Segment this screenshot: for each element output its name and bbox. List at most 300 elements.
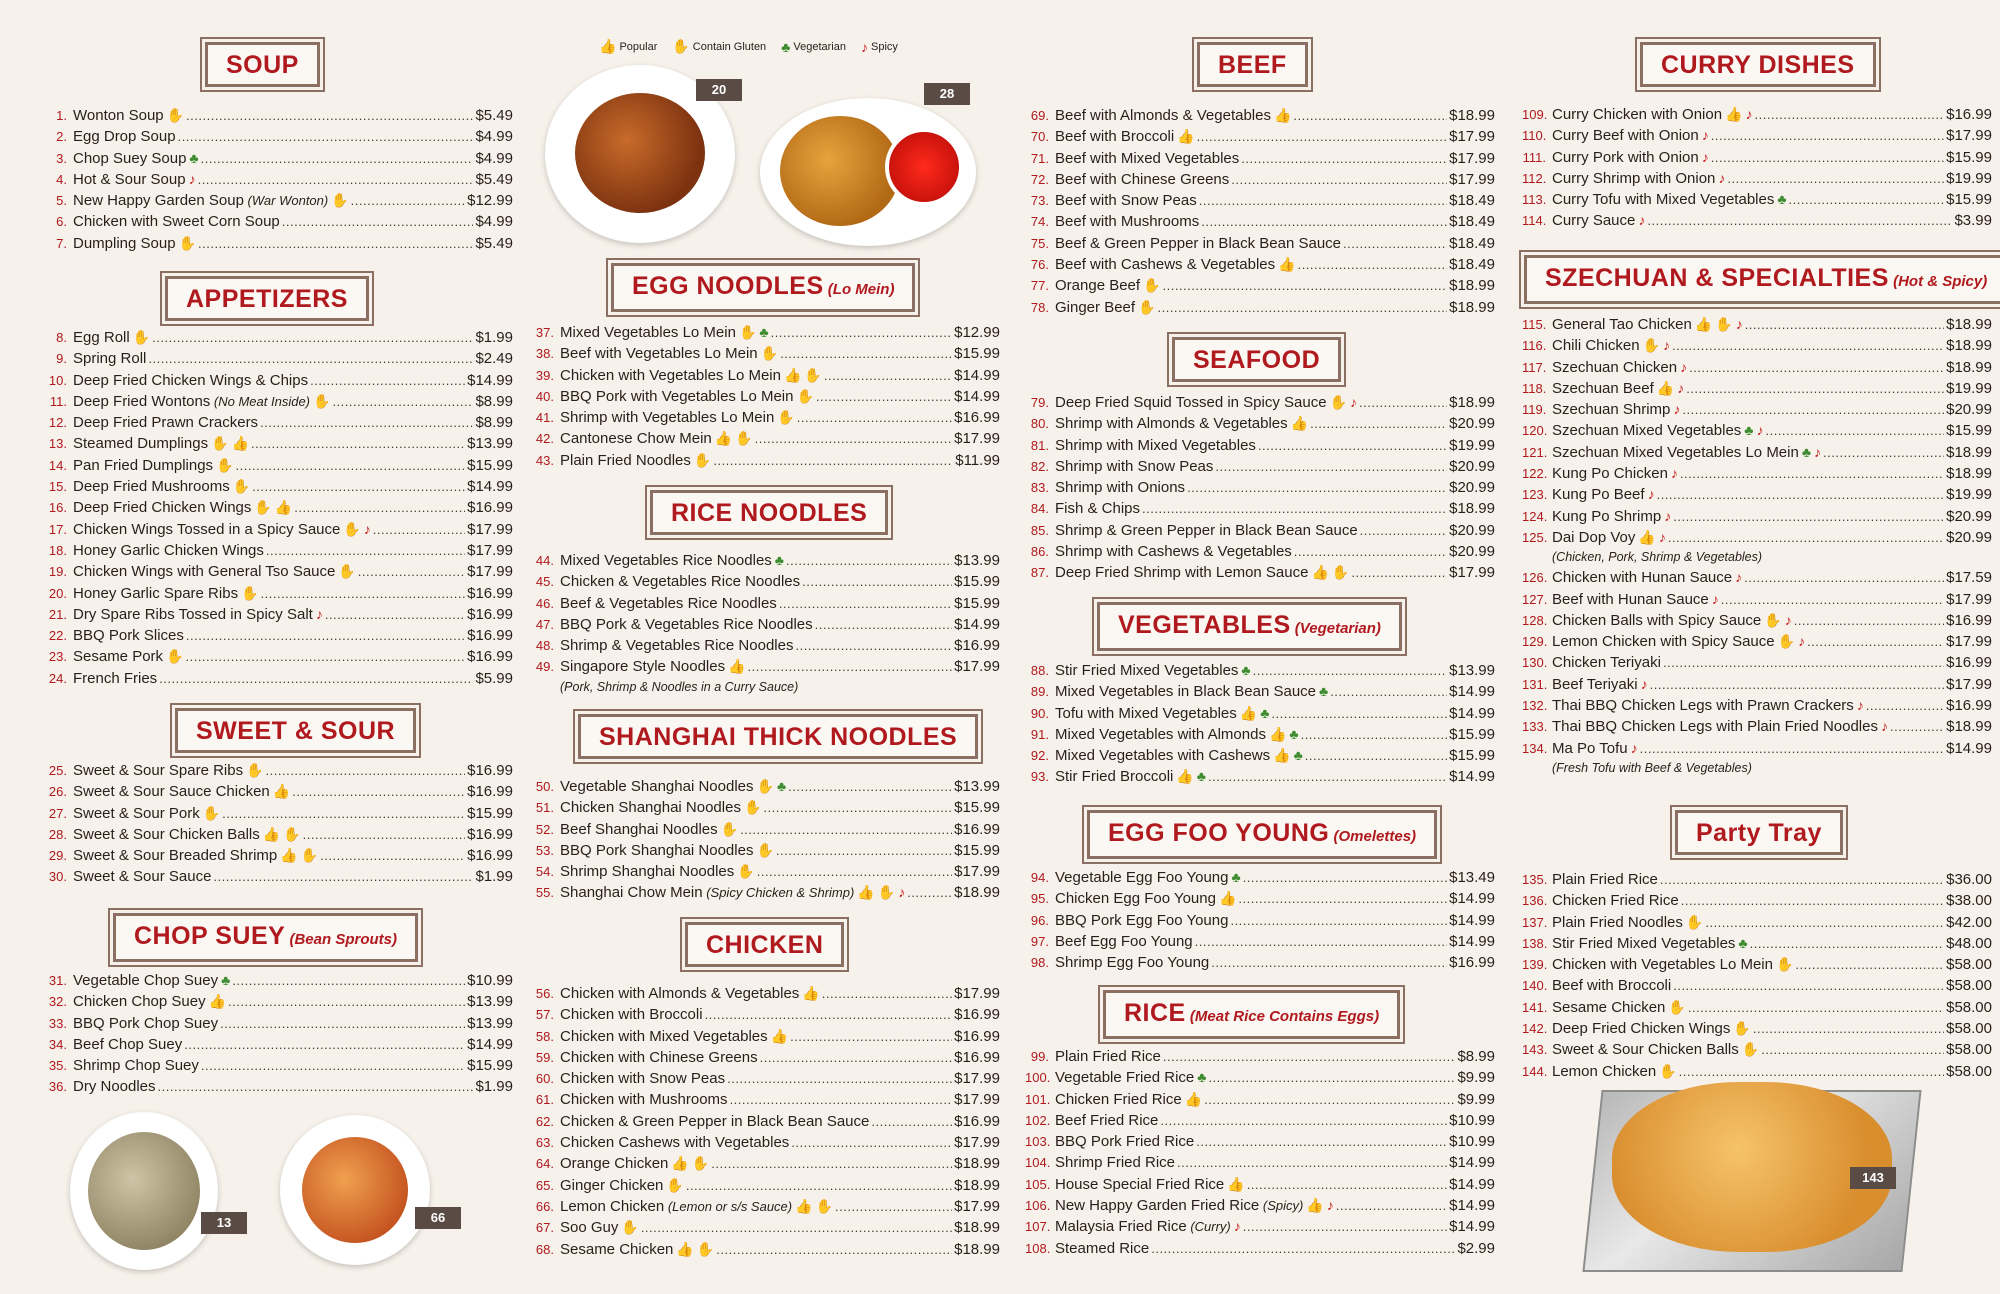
menu-item: [1522, 442, 1992, 463]
item-name: BBQ Pork Chop Suey: [73, 1014, 219, 1032]
item-number: 129.: [1522, 634, 1548, 650]
section-items-rice: [1025, 1046, 1495, 1259]
item-number: 40.: [535, 388, 554, 404]
menu-item: [1025, 297, 1495, 318]
menu-item: [1522, 954, 1992, 975]
section-title-vegetables: [1097, 602, 1402, 651]
item-price: $17.99: [467, 563, 513, 581]
dot-leader: [1765, 420, 1944, 441]
item-name: Pan Fried Dumplings ✋: [73, 455, 234, 476]
item-name: Sweet & Sour Pork ✋: [73, 803, 220, 824]
dot-leader: [1657, 484, 1945, 505]
item-number: 78.: [1030, 299, 1049, 315]
menu-item: [43, 105, 513, 126]
item-number: 110.: [1522, 128, 1547, 144]
item-number: 103.: [1025, 1134, 1051, 1150]
menu-item: [530, 840, 1000, 861]
item-number: 65.: [535, 1177, 554, 1193]
item-number: 64.: [535, 1156, 554, 1172]
item-name: Lemon Chicken ✋: [1552, 1061, 1677, 1082]
spicy-icon: ♪: [898, 884, 906, 901]
item-price: $9.99: [1457, 1090, 1495, 1108]
dot-leader: [641, 1217, 952, 1238]
item-name: Mixed Vegetables Lo Mein ✋ ♣: [560, 322, 769, 343]
gluten-icon: ✋: [1715, 316, 1733, 332]
dot-leader: [252, 476, 465, 497]
item-name: Beef Teriyaki ♪: [1552, 674, 1648, 695]
item-price: $17.99: [1449, 128, 1495, 146]
menu-item: [1522, 210, 1992, 231]
item-number: 109.: [1522, 107, 1548, 122]
dot-leader: [1682, 399, 1944, 420]
gluten-icon: ✋: [1331, 564, 1350, 581]
popular-icon: 👍: [714, 430, 733, 447]
menu-item: [43, 845, 513, 866]
item-price: $19.99: [1946, 379, 1992, 397]
item-price: $15.99: [467, 804, 513, 822]
menu-item: [530, 656, 1000, 677]
spicy-icon: ♪: [1349, 394, 1357, 410]
dot-leader: [1673, 975, 1944, 996]
dot-leader: [1807, 631, 1944, 652]
item-price: $18.99: [1449, 277, 1495, 295]
item-number: 42.: [535, 431, 554, 447]
item-name: Wonton Soup ✋: [73, 105, 184, 126]
dot-leader: [158, 1076, 474, 1097]
item-name: Chicken Balls with Spicy Sauce ✋ ♪: [1552, 610, 1792, 631]
item-number: 70.: [1030, 129, 1049, 145]
item-name: Beef & Vegetables Rice Noodles: [560, 594, 777, 612]
menu-item: [1025, 681, 1495, 702]
dot-leader: [1795, 954, 1944, 975]
menu-item: [1522, 997, 1992, 1018]
menu-item: [1522, 1061, 1992, 1082]
item-price: $18.99: [954, 1155, 1000, 1173]
menu-item: [1522, 869, 1992, 890]
item-number: 4.: [56, 171, 67, 187]
item-name: Orange Beef ✋: [1055, 275, 1161, 296]
item-number: 39.: [535, 367, 554, 383]
spicy-icon: ♪: [860, 38, 868, 55]
item-name: Vegetable Chop Suey ♣: [73, 970, 230, 991]
gluten-icon: ✋: [756, 841, 774, 858]
dot-leader: [907, 882, 952, 903]
item-name: Sweet & Sour Sauce: [73, 868, 212, 886]
dot-leader: [332, 391, 473, 412]
dot-leader: [1789, 189, 1945, 210]
dot-leader: [373, 519, 465, 540]
menu-item: [530, 1047, 1000, 1068]
item-name: Beef Fried Rice: [1055, 1111, 1159, 1129]
menu-item: [1025, 498, 1495, 519]
dot-leader: [760, 1047, 953, 1068]
dot-leader: [1208, 1067, 1455, 1088]
section-title-sweet-sour: [175, 708, 416, 753]
item-price: $5.99: [475, 669, 513, 687]
section-footnote: (Pork, Shrimp & Noodles in a Curry Sauce): [560, 679, 799, 694]
spicy-icon: ♪: [315, 605, 323, 622]
item-name: Ginger Chicken ✋: [560, 1175, 684, 1196]
item-number: 9.: [56, 351, 67, 367]
item-name: French Fries: [73, 669, 158, 687]
item-number: 22.: [48, 628, 67, 644]
item-price: $3.99: [1954, 212, 1992, 230]
item-number: 54.: [535, 864, 554, 880]
item-number: 17.: [48, 521, 67, 537]
item-name: Kung Po Shrimp ♪: [1552, 506, 1671, 527]
menu-item: [1522, 527, 1992, 548]
item-price: $16.99: [954, 1006, 1000, 1024]
item-number: 131.: [1522, 676, 1548, 692]
menu-item: [1025, 435, 1495, 456]
item-name: Deep Fried Wontons (No Meat Inside) ✋: [73, 391, 330, 412]
item-name: Shrimp with Almonds & Vegetables 👍: [1055, 413, 1308, 434]
dot-leader: [1680, 463, 1944, 484]
menu-item: [530, 407, 1000, 428]
gluten-icon: ✋: [246, 762, 264, 778]
item-price: $16.99: [1449, 954, 1495, 972]
item-name: Beef Chop Suey: [73, 1035, 183, 1053]
item-price: $18.99: [954, 1219, 1000, 1237]
item-price: $13.49: [1449, 869, 1495, 886]
item-price: $14.99: [1449, 1175, 1495, 1193]
item-name: Chicken with Mixed Vegetables 👍: [560, 1026, 788, 1047]
dot-leader: [716, 1239, 952, 1260]
item-name: Deep Fried Squid Tossed in Spicy Sauce ✋ ♪: [1055, 392, 1357, 413]
dot-leader: [1890, 716, 1944, 737]
dot-leader: [1360, 520, 1447, 541]
item-name: Cantonese Chow Mein 👍 ✋: [560, 428, 753, 449]
dot-leader: [184, 1034, 465, 1055]
gluten-icon: ✋: [338, 563, 356, 580]
item-number: 80.: [1030, 416, 1049, 432]
gluten-icon: ✋: [132, 329, 151, 345]
vegetarian-icon: ♣: [774, 552, 784, 568]
menu-item: [43, 233, 513, 254]
item-number: 20.: [48, 585, 67, 601]
item-price: $17.99: [954, 430, 1000, 448]
gluten-icon: ✋: [877, 884, 896, 901]
section-title-szechuan: [1524, 255, 2000, 304]
item-name: Chicken with Mushrooms: [560, 1091, 728, 1109]
menu-item: [1522, 125, 1992, 146]
item-price: $20.99: [1449, 543, 1495, 561]
dot-leader: [1753, 1018, 1944, 1039]
popular-icon: 👍: [262, 825, 281, 842]
dot-leader: [791, 1132, 952, 1153]
item-number: 43.: [535, 452, 554, 468]
item-number: 130.: [1522, 655, 1548, 671]
item-number: 76.: [1030, 257, 1049, 273]
item-price: $14.99: [954, 615, 1000, 633]
menu-item: [43, 760, 513, 781]
item-name: Chicken with Hunan Sauce ♪: [1552, 567, 1742, 588]
section-items-vegetables: [1025, 660, 1495, 788]
item-name: Curry Sauce ♪: [1552, 210, 1645, 231]
legend-popular: 👍 Popular: [599, 38, 658, 54]
item-price: $16.99: [954, 409, 1000, 427]
item-name: Beef & Green Pepper in Black Bean Sauce: [1055, 234, 1342, 252]
item-price: $17.99: [954, 1091, 1000, 1109]
menu-item: [530, 1175, 1000, 1196]
item-name: House Special Fried Rice 👍: [1055, 1174, 1245, 1195]
dish-photo-66: [280, 1115, 430, 1265]
section-subtitle: (Bean Sprouts): [285, 931, 397, 948]
section-title-text: RICE: [1124, 999, 1186, 1027]
item-number: 79.: [1030, 395, 1049, 410]
item-name: Sweet & Sour Spare Ribs ✋: [73, 760, 264, 781]
item-number: 123.: [1522, 487, 1548, 503]
item-name: Chicken Teriyaki: [1552, 654, 1661, 672]
item-price: $16.99: [467, 499, 513, 517]
item-name: Chicken Fried Rice 👍: [1055, 1089, 1202, 1110]
item-price: $16.99: [954, 637, 1000, 655]
item-price: $1.99: [475, 1078, 513, 1096]
gluten-icon: ✋: [1733, 1020, 1751, 1037]
section-items-egg-noodles: [530, 322, 1000, 471]
gluten-icon: ✋: [691, 1155, 710, 1172]
gluten-icon: ✋: [1764, 611, 1782, 628]
dot-leader: [730, 1089, 953, 1110]
item-name: Dry Noodles: [73, 1078, 156, 1096]
item-number: 28.: [48, 826, 67, 842]
menu-item: [1522, 335, 1992, 356]
dot-leader: [1744, 567, 1944, 588]
gluten-icon: ✋: [1775, 956, 1794, 973]
gluten-icon: ✋: [735, 430, 753, 447]
dot-leader: [201, 1055, 465, 1076]
menu-item: [1522, 399, 1992, 420]
popular-icon: 👍: [770, 1027, 789, 1044]
dot-leader: [1258, 435, 1447, 456]
gluten-icon: ✋: [1143, 277, 1161, 294]
menu-item: [530, 1196, 1000, 1217]
item-name: Shrimp with Onions: [1055, 479, 1186, 497]
menu-item: [1522, 1039, 1992, 1060]
section-items-soup: [43, 105, 513, 254]
item-price: $13.99: [467, 993, 513, 1011]
dot-leader: [1330, 681, 1447, 702]
item-name: Shanghai Chow Mein (Spicy Chicken & Shrimp) 👍 ✋ ♪: [560, 882, 905, 903]
dot-leader: [1208, 766, 1447, 787]
dot-leader: [1721, 589, 1944, 610]
item-price: $14.99: [1449, 683, 1495, 701]
item-name: Egg Drop Soup: [73, 128, 176, 146]
dot-leader: [1681, 890, 1944, 911]
section-items-appetizers: [43, 327, 513, 689]
item-number: 134.: [1522, 740, 1548, 756]
item-number: 89.: [1030, 684, 1049, 700]
gluten-icon: ✋: [1659, 1062, 1677, 1079]
dot-leader: [1705, 912, 1944, 933]
item-number: 124.: [1522, 508, 1548, 524]
section-title-egg-foo-young: [1087, 810, 1437, 859]
item-number: 128.: [1522, 612, 1548, 628]
gluten-icon: ✋: [815, 1197, 833, 1214]
item-number: 19.: [48, 564, 67, 580]
dot-leader: [178, 126, 474, 147]
gluten-icon: ✋: [1741, 1041, 1760, 1058]
item-name: Beef with Mixed Vegetables: [1055, 149, 1240, 167]
item-name: Egg Roll ✋: [73, 327, 150, 348]
popular-icon: 👍: [599, 38, 617, 54]
item-name: Chicken with Chinese Greens: [560, 1048, 758, 1066]
item-number: 139.: [1522, 957, 1548, 973]
section-title-text: Party Tray: [1696, 819, 1822, 847]
item-price: $58.00: [1946, 1062, 1992, 1080]
menu-item: [530, 776, 1000, 797]
item-price: $36.00: [1946, 871, 1992, 888]
item-name: Plain Fried Rice: [1055, 1048, 1161, 1065]
item-price: $18.49: [1449, 234, 1495, 252]
menu-item: [43, 625, 513, 646]
item-number: 90.: [1030, 705, 1049, 721]
dot-leader: [835, 1196, 952, 1217]
spicy-icon: ♪: [1711, 590, 1719, 607]
gluten-icon: ✋: [211, 435, 229, 452]
section-title-text: SZECHUAN & SPECIALTIES: [1545, 264, 1889, 292]
menu-item: [1025, 867, 1495, 888]
item-price: $17.99: [954, 985, 1000, 1002]
menu-item: [43, 370, 513, 391]
item-number: 133.: [1522, 719, 1548, 735]
dot-leader: [711, 1153, 952, 1174]
item-price: $15.99: [1449, 747, 1495, 765]
dot-leader: [1647, 210, 1952, 231]
item-price: $58.00: [1946, 998, 1992, 1016]
section-items-beef: [1025, 105, 1495, 318]
item-note: (Lemon or s/s Sauce): [664, 1198, 793, 1214]
spicy-icon: ♪: [1735, 569, 1743, 586]
item-name: Sesame Chicken ✋: [1552, 997, 1686, 1018]
item-name: Chicken with Broccoli: [560, 1006, 703, 1024]
section-title-text: CHOP SUEY: [134, 922, 286, 950]
item-price: $18.49: [1449, 213, 1495, 231]
section-subtitle: (Lo Mein): [823, 281, 895, 298]
dot-leader: [303, 824, 465, 845]
vegetarian-icon: ♣: [759, 324, 769, 340]
dot-leader: [1293, 105, 1447, 126]
item-name: Chicken with Vegetables Lo Mein 👍 ✋: [560, 365, 822, 386]
dot-leader: [1689, 357, 1944, 378]
menu-item: [530, 819, 1000, 840]
dot-leader: [797, 407, 952, 428]
item-price: $15.99: [1449, 725, 1495, 743]
popular-icon: 👍: [208, 993, 227, 1010]
item-number: 57.: [535, 1007, 554, 1023]
item-price: $20.99: [1449, 479, 1495, 497]
vegetarian-icon: ♣: [1231, 869, 1241, 885]
item-number: 44.: [535, 553, 554, 568]
dot-leader: [186, 105, 473, 126]
section-title-text: VEGETABLES: [1118, 611, 1291, 639]
spicy-icon: ♪: [1856, 697, 1864, 714]
gluten-icon: ✋: [1329, 394, 1347, 410]
item-number: 137.: [1522, 914, 1548, 930]
item-number: 66.: [535, 1198, 554, 1214]
item-price: $15.99: [954, 799, 1000, 817]
item-number: 95.: [1030, 891, 1049, 907]
gluten-icon: ✋: [696, 1240, 715, 1257]
dot-leader: [185, 646, 465, 667]
item-number: 45.: [535, 574, 554, 590]
menu-item: [1025, 931, 1495, 952]
section-subtitle: (Hot & Spicy): [1888, 273, 1988, 290]
popular-icon: 👍: [231, 435, 249, 452]
item-price: $14.99: [467, 478, 513, 496]
dot-leader: [686, 1175, 952, 1196]
dot-leader: [740, 819, 952, 840]
menu-item: [43, 866, 513, 887]
item-name: Plain Fried Noodles ✋: [560, 450, 711, 471]
item-note: (Curry): [1186, 1219, 1231, 1235]
item-price: $8.99: [1457, 1048, 1495, 1065]
item-name: Sweet & Sour Sauce Chicken 👍: [73, 781, 290, 802]
item-price: $14.99: [467, 1035, 513, 1053]
item-name: Singapore Style Noodles 👍: [560, 656, 746, 677]
spicy-icon: ♪: [1638, 212, 1646, 229]
item-number: 115.: [1522, 317, 1547, 332]
menu-item: [43, 1055, 513, 1076]
spicy-icon: ♪: [1701, 127, 1709, 144]
item-name: Lemon Chicken with Spicy Sauce ✋ ♪: [1552, 631, 1805, 652]
item-name: Shrimp with Cashews & Vegetables: [1055, 543, 1292, 561]
item-number: 143.: [1522, 1042, 1548, 1058]
dot-leader: [1301, 724, 1448, 745]
item-name: Mixed Vegetables Rice Noodles ♣: [560, 550, 784, 571]
item-price: $16.99: [467, 847, 513, 865]
dot-leader: [1195, 931, 1447, 952]
item-price: $17.99: [467, 520, 513, 538]
vegetarian-icon: ♣: [1241, 662, 1251, 678]
item-name: Szechuan Beef 👍 ♪: [1552, 378, 1684, 399]
dot-leader: [1177, 1152, 1447, 1173]
dot-leader: [1336, 1195, 1447, 1216]
item-price: $16.99: [467, 648, 513, 666]
popular-icon: 👍: [1227, 1175, 1245, 1192]
item-number: 41.: [535, 410, 554, 426]
gluten-icon: ✋: [300, 847, 319, 864]
item-price: $58.00: [1946, 1041, 1992, 1059]
item-price: $18.99: [1946, 358, 1992, 376]
item-number: 85.: [1030, 522, 1049, 538]
section-title-shanghai: [578, 714, 978, 759]
section-items-egg-foo-young: [1025, 867, 1495, 973]
menu-item: [1025, 105, 1495, 126]
gluten-icon: ✋: [777, 409, 795, 426]
item-number: 92.: [1030, 748, 1049, 764]
item-number: 135.: [1522, 872, 1548, 887]
dot-leader: [771, 322, 953, 343]
popular-icon: 👍: [1694, 316, 1713, 332]
item-number: 105.: [1025, 1176, 1051, 1192]
section-title-text: CURRY DISHES: [1661, 51, 1855, 79]
menu-item: [1025, 233, 1495, 254]
item-number: 68.: [535, 1241, 554, 1257]
item-number: 106.: [1025, 1198, 1051, 1214]
item-price: $15.99: [467, 1057, 513, 1075]
popular-icon: 👍: [857, 884, 875, 901]
item-name: Plain Fried Noodles ✋: [1552, 912, 1703, 933]
item-price: $18.99: [1449, 298, 1495, 316]
section-title-text: EGG FOO YOUNG: [1108, 819, 1330, 847]
item-number: 84.: [1030, 501, 1049, 517]
menu-item: [43, 519, 513, 540]
dot-leader: [1211, 952, 1447, 973]
spicy-icon: ♪: [1814, 443, 1822, 460]
dot-leader: [1310, 413, 1447, 434]
item-price: $18.99: [1946, 465, 1992, 483]
